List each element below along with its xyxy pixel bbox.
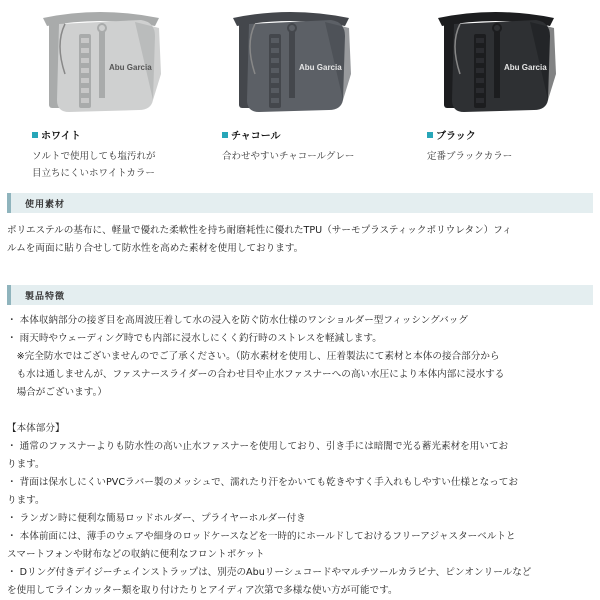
feature-line: ・ ランガン時に便利な簡易ロッドホルダー、プライヤーホルダー付き [7, 513, 306, 524]
bag-illustration [233, 12, 351, 112]
product-charcoal [200, 0, 390, 185]
bag-image-white[interactable] [35, 4, 165, 116]
bag-image-black[interactable] [430, 4, 560, 116]
feature-line: ・ Dリング付きデイジーチェインストラップは、別売のAbuリーシュコードやマルチツールカラビナ、ピンオンリールなど [7, 567, 532, 578]
bag-illustration [438, 12, 556, 112]
product-black [405, 0, 595, 185]
feature-line: 【本体部分】 [7, 423, 65, 434]
feature-line: ・ 背面は保水しにくいPVCラバー製のメッシュで、濡れたり汗をかいても乾きやすく手入れもしやすい仕様となってお [7, 477, 518, 488]
square-bullet-icon [32, 132, 38, 138]
feature-line: ・ 雨天時やウェーディング時でも内部に浸水しにくく釣行時のストレスを軽減します。 [7, 333, 382, 344]
color-description: 定番ブラックカラー [427, 151, 513, 162]
square-bullet-icon [222, 132, 228, 138]
feature-line: ※完全防水ではございませんのでご了承ください。（防水素材を使用し、圧着製法にて素材と本体の接合部分から [7, 351, 500, 362]
feature-line: ・ 本体前面には、薄手のウェアや細身のロッドケースなどを一時的にホールドしておけるフリーアジャスターベルトと [7, 531, 516, 542]
bag-logo: Abu Garcia [504, 63, 547, 72]
color-name: チャコール [231, 131, 281, 142]
bag-logo: Abu Garcia [109, 63, 152, 72]
feature-line: ります。 [7, 459, 45, 470]
feature-line: ります。 [7, 495, 45, 506]
square-bullet-icon [427, 132, 433, 138]
color-description: ソルトで使用しても塩汚れが 目立ちにくいホワイトカラー [32, 151, 156, 179]
color-name: ブラック [436, 131, 476, 142]
features-text [7, 312, 593, 600]
feature-line: も水は通しませんが、ファスナースライダーの合わせ目や止水ファスナーへの高い水圧により本体内部に浸水する [7, 369, 505, 380]
bag-logo: Abu Garcia [299, 63, 342, 72]
materials-heading: 使用素材 [7, 193, 593, 213]
feature-line [7, 402, 593, 420]
feature-line: ・ 本体収納部分の接ぎ目を高周波圧着して水の浸入を防ぐ防水仕様のワンショルダー型フィッシングバッグ [7, 315, 468, 326]
feature-line: を使用してラインカッター類を取り付けたりとアイディア次第で多様な使い方が可能です。 [7, 585, 398, 596]
color-name: ホワイト [41, 131, 81, 142]
bag-image-charcoal[interactable] [225, 4, 355, 116]
materials-text: ポリエステルの基布に、軽量で優れた柔軟性を持ち耐磨耗性に優れたTPU（サーモプラスティックポリウレタン）フィ ルムを両面に貼り合せして防水性を高めた素材を使用しております。 [7, 225, 512, 254]
product-white [10, 0, 200, 185]
product-color-lineup [0, 0, 600, 185]
color-description: 合わせやすいチャコールグレー [222, 151, 355, 162]
feature-line: スマートフォンや財布などの収納に便利なフロントポケット [7, 549, 265, 560]
feature-line: ・ 通常のファスナーよりも防水性の高い止水ファスナーを使用しており、引き手には暗闇で光る蓄光素材を用いてお [7, 441, 509, 452]
features-heading: 製品特徴 [7, 285, 593, 305]
bag-illustration [43, 12, 161, 112]
feature-line: 場合がございます。） [7, 387, 107, 398]
